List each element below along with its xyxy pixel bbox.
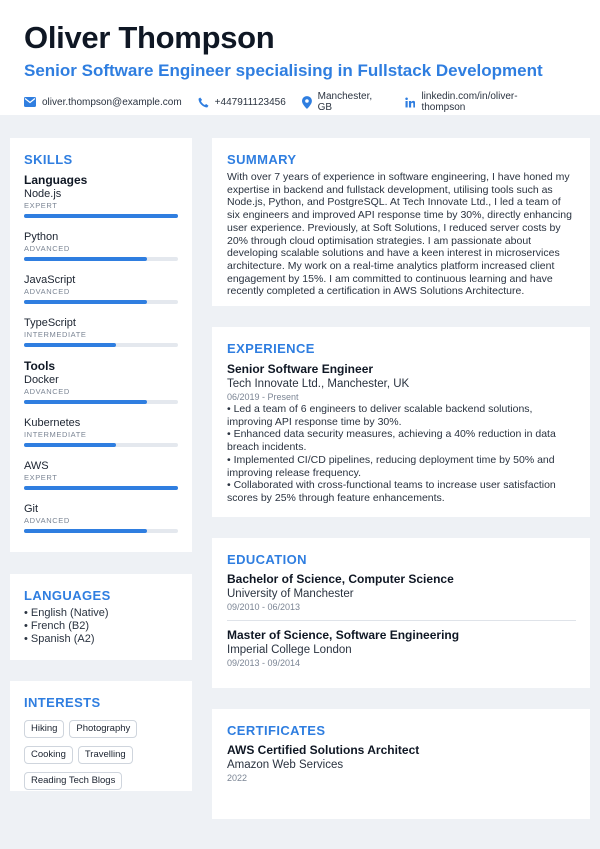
certificate-year: 2022 [227, 773, 248, 783]
language-item: • English (Native) [24, 607, 109, 619]
skill-level: ADVANCED [24, 244, 70, 253]
summary-heading: SUMMARY [227, 152, 297, 167]
skill-item [24, 273, 178, 304]
linkedin-icon [405, 97, 416, 108]
skill-group-tools: Tools [24, 359, 56, 373]
skill-level: ADVANCED [24, 516, 70, 525]
contact-email[interactable] [24, 97, 182, 108]
skill-bar-fill [24, 529, 147, 533]
skill-item [24, 316, 178, 347]
skill-name: Docker [24, 374, 59, 386]
skill-bar-fill [24, 300, 147, 304]
job-bullet: • Enhanced data security measures, achieving a 40% reduction in data breach incidents. [227, 428, 556, 454]
skill-item [24, 416, 178, 447]
interests-heading: INTERESTS [24, 695, 101, 710]
skill-item [24, 502, 178, 533]
skill-bar-fill [24, 343, 116, 347]
interest-chip: Photography [69, 720, 137, 738]
certificate-name: AWS Certified Solutions Architect [227, 743, 420, 757]
skill-item [24, 187, 178, 218]
education-date: 09/2013 - 09/2014 [227, 658, 301, 668]
skill-bar [24, 529, 178, 533]
languages-list [24, 607, 178, 646]
skill-name: JavaScript [24, 274, 76, 286]
languages-card [10, 574, 192, 660]
certificate-issuer: Amazon Web Services [227, 759, 344, 771]
interest-chip: Travelling [78, 746, 133, 764]
skill-bar [24, 257, 178, 261]
skill-bar-fill [24, 486, 178, 490]
certificates-card [212, 709, 590, 819]
job-bullet: • Led a team of 6 engineers to deliver scalable backend solutions, improving API response time by 30%. [227, 403, 533, 428]
languages-heading: LANGUAGES [24, 588, 111, 603]
envelope-icon [24, 97, 36, 107]
job-company: Tech Innovate Ltd., Manchester, UK [227, 378, 410, 390]
skill-item [24, 459, 178, 490]
school-name: University of Manchester [227, 588, 354, 600]
skill-bar-fill [24, 443, 116, 447]
education-divider [227, 620, 576, 621]
contact-linkedin[interactable] [405, 91, 560, 113]
candidate-name: Oliver Thompson [24, 20, 275, 55]
interest-chip: Hiking [24, 720, 64, 738]
skill-name: Python [24, 231, 59, 243]
job-role: Senior Software Engineer [227, 362, 374, 376]
interests-chips [24, 718, 178, 796]
contact-row [24, 91, 576, 113]
certificates-heading: CERTIFICATES [227, 723, 326, 738]
skill-item [24, 373, 178, 404]
summary-text: With over 7 years of experience in software engineering, I have honed my expertise in backend and fullstack development, utilising tools such as Node.js, Python, and PostgreSQL. At Tech Innovate Ltd., I led a team of six engineers and improved API response time by 30%, directly enhancing user experience. Previously, at Soft Solutions, I reduced server costs by 20% through cloud optimisation strategies. I am passionate about developing scalable solutions and have a keen interest in microservices architecture. My work on a real-time analytics platform increased client engagement by 15%. I am committed to continuous learning and have recently completed a certification in AWS Solutions Architecture. [227, 171, 572, 298]
skill-group-languages: Languages [24, 173, 88, 187]
contact-location [302, 91, 389, 113]
skill-bar-fill [24, 257, 147, 261]
skill-bar [24, 343, 178, 347]
map-pin-icon [302, 96, 312, 109]
skill-name: Kubernetes [24, 417, 81, 429]
interests-card [10, 681, 192, 791]
skill-level: EXPERT [24, 201, 58, 210]
language-item: • Spanish (A2) [24, 633, 95, 645]
interest-chip: Reading Tech Blogs [24, 772, 122, 790]
experience-card [212, 327, 590, 517]
contact-phone[interactable] [198, 97, 286, 108]
skill-name: AWS [24, 460, 49, 472]
education-item [227, 628, 576, 668]
education-item [227, 572, 576, 612]
skill-bar [24, 486, 178, 490]
skills-heading: SKILLS [24, 152, 73, 167]
skill-level: INTERMEDIATE [24, 430, 87, 439]
skill-level: INTERMEDIATE [24, 330, 87, 339]
job-bullet: • Collaborated with cross-functional teams to increase user satisfaction scores by 25% through feature enhancements. [227, 479, 556, 504]
job-bullets [227, 403, 576, 505]
skill-bar-fill [24, 400, 147, 404]
language-item: • French (B2) [24, 620, 89, 632]
skill-name: TypeScript [24, 317, 76, 329]
phone-text: +447911123456 [214, 96, 286, 108]
skill-bar [24, 214, 178, 218]
skill-bar [24, 300, 178, 304]
education-heading: EDUCATION [227, 552, 307, 567]
experience-heading: EXPERIENCE [227, 341, 315, 356]
school-name: Imperial College London [227, 644, 352, 656]
job-date: 06/2019 - Present [227, 392, 299, 402]
skill-bar [24, 400, 178, 404]
degree-name: Master of Science, Software Engineering [227, 628, 460, 642]
education-date: 09/2010 - 06/2013 [227, 602, 301, 612]
education-card [212, 538, 590, 688]
phone-icon [198, 97, 209, 108]
linkedin-text: linkedin.com/in/oliver-thompson [421, 91, 518, 113]
resume-header [0, 0, 600, 115]
job-bullet: • Implemented CI/CD pipelines, reducing deployment time by 50% and improving release frequency. [227, 453, 555, 479]
summary-card [212, 138, 590, 306]
skill-level: ADVANCED [24, 287, 70, 296]
skill-name: Git [24, 503, 39, 515]
skill-bar-fill [24, 214, 178, 218]
skill-level: EXPERT [24, 473, 58, 482]
email-text: oliver.thompson@example.com [42, 96, 182, 108]
skills-card [10, 138, 192, 552]
interest-chip: Cooking [24, 746, 73, 764]
skill-item [24, 230, 178, 261]
skill-bar [24, 443, 178, 447]
skill-level: ADVANCED [24, 387, 70, 396]
candidate-title: Senior Software Engineer specialising in Fullstack Development [24, 61, 543, 80]
skill-name: Node.js [24, 188, 62, 200]
degree-name: Bachelor of Science, Computer Science [227, 572, 454, 586]
location-text: Manchester, GB [317, 91, 373, 113]
resume-body [0, 115, 600, 849]
